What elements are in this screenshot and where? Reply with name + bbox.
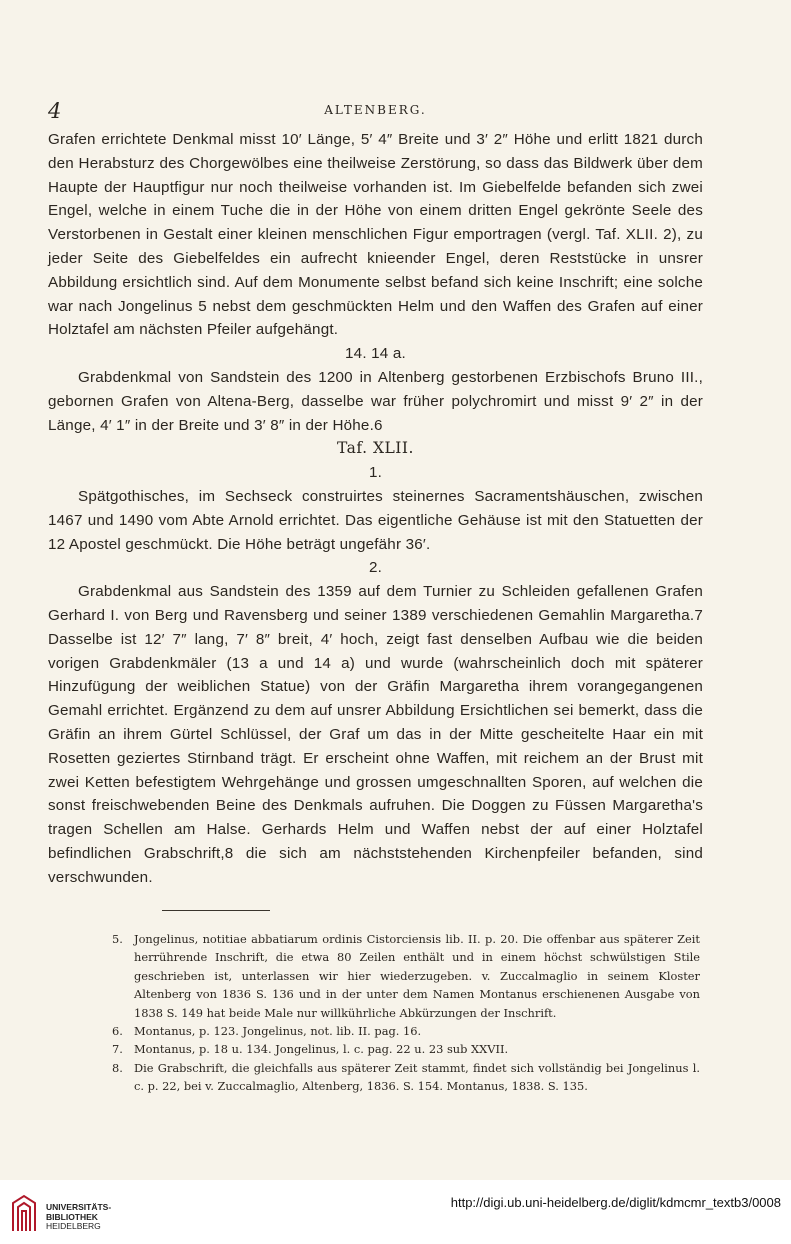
permalink-url[interactable]: http://digi.ub.uni-heidelberg.de/diglit/kdmcmr_textb3/0008: [450, 1195, 781, 1210]
library-name-line: HEIDELBERG: [46, 1221, 101, 1232]
footnote-number: 5.: [112, 932, 123, 946]
footnote-number: 7.: [112, 1042, 123, 1057]
footnote-number: 8.: [112, 1060, 123, 1075]
main-text: [48, 128, 703, 890]
footnote-text: Jongelinus, notitiae abbatiarum ordinis Cistorciensis lib. II. p. 20. Die offenbar aus späterer Zeit herrührende Inschrift, die etwa 80 Zeilen enthält und in einem höchst schwülstigen Stile geschrieben ist, unterlassen wir hier wiederzugeben. v. Zuccalmaglio in seinem Kloster Altenberg von 1836 S. 136 und in der unter dem Namen Montanus erschienenen Ausgabe von 1838 S. 149 hat beide Male nur willkührliche Abkürzungen der Inschrift.: [134, 932, 700, 1020]
section-number: 2.: [368, 559, 383, 577]
footnote-text: Die Grabschrift, die gleichfalls aus späterer Zeit stammt, findet sich vollständig bei Jongelinus l. c. p. 22, bei v. Zuccalmaglio, Altenberg, 1836. S. 154. Montanus, 1838. S. 135.: [134, 1060, 700, 1094]
footnotes: [112, 930, 700, 1096]
section-number: 1.: [368, 464, 383, 482]
paragraph: Spätgothisches, im Sechseck construirtes steinernes Sacramentshäuschen, zwischen 1467 und 1490 vom Abte Arnold errichtet. Das eigentliche Gehäuse ist mit den Statuetten der 12 Apostel geschmückt. Die Höhe beträgt ungefähr 36′.: [48, 487, 703, 553]
paragraph: Grabdenkmal aus Sandstein des 1359 auf dem Turnier zu Schleiden gefallenen Grafen Gerhard I. von Berg und Ravensberg und seiner 1389 verschiedenen Gemahlin Margaretha.7 Dasselbe ist 12′ 7″ lang, 7′ 8″ breit, 4′ hoch, zeigt fast denselben Aufbau wie die beiden vorigen Grabdenkmäler (13 a und 14 a) und wurde (wahrscheinlich doch mit späterer Hinzufügung der weiblichen Statue) von der Gräfin Margaretha ihrem vorangegangenen Gemahl errichtet. Ergänzend zu dem auf unsrer Abbildung Ersichtlichen sei bemerkt, dass die Gräfin an ihrem Gürtel Schlüssel, der Graf um das in der Mitte gescheitelte Haar ein mit Rosetten geziertes Stirnband trägt. Er erscheint ohne Waffen, mit reichem an der Brust mit zwei Ketten befestigtem Wehrgehänge und grossen umgeschnallten Sporen, auf welchen die sonst freischwebenden Beine des Denkmals aufruhen. Die Doggen zu Füssen Margaretha's tragen Schellen am Halse. Gerhards Helm und Waffen nebst der auf einer Holztafel befindlichen Grabschrift,8 die sich am nächststehenden Kirchenpfeiler befanden, sind verschwunden.: [48, 583, 703, 886]
page-number: 4: [48, 99, 62, 123]
library-name-line: UNIVERSITÄTS-: [46, 1202, 112, 1212]
heidelberg-library-logo-icon[interactable]: [10, 1193, 38, 1233]
footnote-number: 6.: [112, 1024, 123, 1039]
footnote-divider: [162, 910, 270, 911]
footnote: [112, 930, 700, 1022]
running-head: ALTENBERG.: [324, 103, 427, 117]
footnote: [112, 1059, 700, 1096]
plate-heading: Taf. XLII.: [337, 439, 414, 458]
viewer-footer: [0, 1180, 791, 1244]
section-number: 14. 14 a.: [345, 345, 406, 363]
paragraph: Grafen errichtete Denkmal misst 10′ Länge, 5′ 4″ Breite und 3′ 2″ Höhe und erlitt 1821 durch den Herabsturz des Chorgewölbes eine theilweise Zerstörung, so dass das Bildwerk über dem Haupte der Hauptfigur nur noch theilweise vorhanden ist. Im Giebelfelde befanden sich zwei Engel, welche in einem Tuche die in der Höhe von einem dritten Engel gekrönte Seele des Verstorbenen in Gestalt einer kleinen menschlichen Figur emportragen (vergl. Taf. XLII. 2), zu jeder Seite des Giebelfeldes ein aufrecht knieender Engel, deren Reststücke in unsrer Abbildung ersichtlich sind. Auf dem Monumente selbst befand sich keine Inschrift; eine solche war nach Jongelinus 5 nebst dem geschmückten Helm und den Waffen des Grafen auf einer Holztafel am nächsten Pfeiler aufgehängt.: [48, 131, 703, 339]
library-name[interactable]: [46, 1203, 111, 1232]
footnote-text: Montanus, p. 18 u. 134. Jongelinus, l. c. pag. 22 u. 23 sub XXVII.: [134, 1042, 509, 1057]
page-header: [48, 99, 703, 123]
paragraph: Grabdenkmal von Sandstein des 1200 in Altenberg gestorbenen Erzbischofs Bruno III., gebornen Grafen von Altena-Berg, dasselbe war früher polychromirt und misst 9′ 2″ in der Länge, 4′ 1″ in der Breite und 3′ 8″ in der Höhe.6: [48, 368, 703, 434]
footnote: [112, 1040, 700, 1058]
footnote-text: Montanus, p. 123. Jongelinus, not. lib. II. pag. 16.: [134, 1024, 422, 1039]
library-name-line: BIBLIOTHEK: [46, 1211, 98, 1222]
footnote: [112, 1022, 700, 1040]
